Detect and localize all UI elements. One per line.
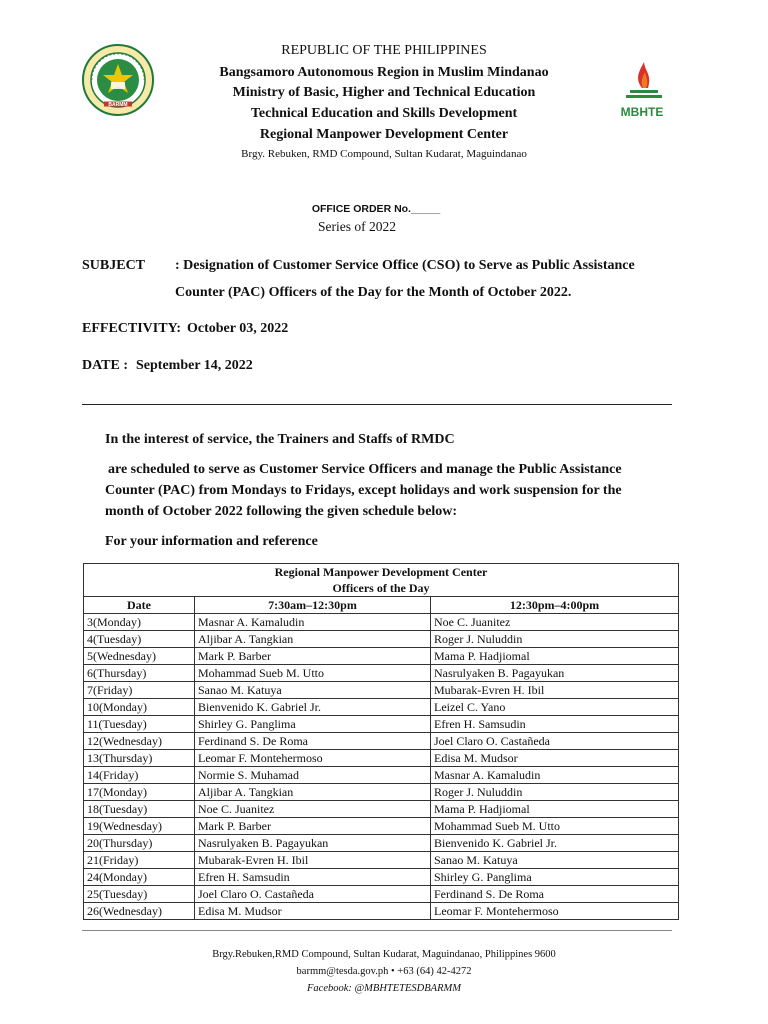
header-center: Regional Manpower Development Center: [259, 127, 509, 142]
morning-officer-cell: Mark P. Barber: [195, 818, 431, 835]
subject-text-line2: Counter (PAC) Officers of the Day for the Month of October 2022.: [175, 285, 572, 300]
afternoon-officer-cell: Roger J. Nuluddin: [431, 784, 679, 801]
afternoon-officer-cell: Efren H. Samsudin: [431, 716, 679, 733]
morning-officer-cell: Sanao M. Katuya: [195, 682, 431, 699]
afternoon-officer-cell: Sanao M. Katuya: [431, 852, 679, 869]
date-cell: 6(Thursday): [84, 665, 195, 682]
date-value: September 14, 2022: [136, 358, 253, 373]
seal-text: BARMM: [108, 102, 128, 108]
table-subtitle: Officers of the Day: [84, 580, 679, 597]
table-row: [84, 716, 679, 733]
afternoon-officer-cell: Edisa M. Mudsor: [431, 750, 679, 767]
afternoon-officer-cell: Mama P. Hadjiomal: [431, 801, 679, 818]
subject-text-line1: : Designation of Customer Service Office (CSO) to Serve as Public Assistance: [175, 258, 635, 273]
table-row: [84, 835, 679, 852]
afternoon-officer-cell: Shirley G. Panglima: [431, 869, 679, 886]
morning-officer-cell: Efren H. Samsudin: [195, 869, 431, 886]
header-region: Bangsamoro Autonomous Region in Muslim Mindanao: [219, 65, 549, 80]
afternoon-officer-cell: Masnar A. Kamaludin: [431, 767, 679, 784]
morning-officer-cell: Ferdinand S. De Roma: [195, 733, 431, 750]
header-tesd: Technical Education and Skills Development: [250, 106, 518, 121]
body-paragraph-2-line2: Counter (PAC) from Mondays to Fridays, except holidays and work suspension for the: [105, 483, 622, 498]
morning-officer-cell: Masnar A. Kamaludin: [195, 614, 431, 631]
table-row: [84, 699, 679, 716]
footer-rule: [82, 930, 672, 931]
date-cell: 7(Friday): [84, 682, 195, 699]
morning-officer-cell: Nasrulyaken B. Pagayukan: [195, 835, 431, 852]
date-cell: 4(Tuesday): [84, 631, 195, 648]
table-row: [84, 869, 679, 886]
date-cell: 14(Friday): [84, 767, 195, 784]
col-header-morning: 7:30am–12:30pm: [195, 597, 431, 614]
morning-officer-cell: Normie S. Muhamad: [195, 767, 431, 784]
date-cell: 18(Tuesday): [84, 801, 195, 818]
office-order-number: OFFICE ORDER No._____: [311, 203, 441, 215]
afternoon-officer-cell: Leomar F. Montehermoso: [431, 903, 679, 920]
mbhte-logo: [612, 44, 672, 120]
table-body: [84, 614, 679, 920]
table-row: [84, 903, 679, 920]
date-cell: 21(Friday): [84, 852, 195, 869]
morning-officer-cell: Shirley G. Panglima: [195, 716, 431, 733]
date-cell: 25(Tuesday): [84, 886, 195, 903]
table-row: [84, 784, 679, 801]
body-paragraph-2-line1: are scheduled to serve as Customer Service Officers and manage the Public Assistance: [108, 462, 622, 477]
effectivity-value: October 03, 2022: [187, 321, 289, 336]
afternoon-officer-cell: Ferdinand S. De Roma: [431, 886, 679, 903]
table-row: [84, 614, 679, 631]
table-title: Regional Manpower Development Center: [84, 564, 679, 581]
header-ministry: Ministry of Basic, Higher and Technical Education: [232, 85, 536, 100]
table-row: [84, 818, 679, 835]
date-cell: 17(Monday): [84, 784, 195, 801]
body-paragraph-1: In the interest of service, the Trainers and Staffs of RMDC: [105, 432, 455, 447]
table-row: [84, 682, 679, 699]
date-cell: 13(Thursday): [84, 750, 195, 767]
table-row: [84, 852, 679, 869]
header-address: Brgy. Rebuken, RMD Compound, Sultan Kudarat, Maguindanao: [241, 148, 527, 160]
afternoon-officer-cell: Roger J. Nuluddin: [431, 631, 679, 648]
footer-facebook: Facebook: @MBHTETESDBARMM: [307, 983, 461, 994]
afternoon-officer-cell: Nasrulyaken B. Pagayukan: [431, 665, 679, 682]
date-cell: 3(Monday): [84, 614, 195, 631]
date-label: DATE :: [82, 358, 129, 373]
morning-officer-cell: Aljibar A. Tangkian: [195, 784, 431, 801]
footer-address: Brgy.Rebuken,RMD Compound, Sultan Kudarat, Maguindanao, Philippines 9600: [212, 949, 556, 960]
date-cell: 5(Wednesday): [84, 648, 195, 665]
date-cell: 10(Monday): [84, 699, 195, 716]
table-row: [84, 886, 679, 903]
mbhte-logo-text: MBHTE: [620, 105, 664, 119]
afternoon-officer-cell: Leizel C. Yano: [431, 699, 679, 716]
body-paragraph-3: For your information and reference: [105, 534, 318, 549]
table-row: [84, 648, 679, 665]
date-cell: 11(Tuesday): [84, 716, 195, 733]
col-header-afternoon: 12:30pm–4:00pm: [431, 597, 679, 614]
table-row: [84, 631, 679, 648]
date-cell: 20(Thursday): [84, 835, 195, 852]
separator-line: [82, 404, 672, 405]
morning-officer-cell: Bienvenido K. Gabriel Jr.: [195, 699, 431, 716]
afternoon-officer-cell: Bienvenido K. Gabriel Jr.: [431, 835, 679, 852]
date-cell: 26(Wednesday): [84, 903, 195, 920]
table-row: [84, 750, 679, 767]
officers-schedule-table: [83, 563, 679, 920]
morning-officer-cell: Edisa M. Mudsor: [195, 903, 431, 920]
table-row: [84, 767, 679, 784]
morning-officer-cell: Mubarak-Evren H. Ibil: [195, 852, 431, 869]
footer-contact: barmm@tesda.gov.ph • +63 (64) 42-4272: [296, 966, 472, 977]
afternoon-officer-cell: Mubarak-Evren H. Ibil: [431, 682, 679, 699]
table-row: [84, 801, 679, 818]
date-cell: 12(Wednesday): [84, 733, 195, 750]
col-header-date: Date: [84, 597, 195, 614]
morning-officer-cell: Joel Claro O. Castañeda: [195, 886, 431, 903]
order-series: Series of 2022: [318, 219, 396, 234]
table-row: [84, 733, 679, 750]
header-republic: REPUBLIC OF THE PHILIPPINES: [281, 43, 487, 58]
afternoon-officer-cell: Noe C. Juanitez: [431, 614, 679, 631]
subject-label: SUBJECT: [82, 258, 146, 273]
effectivity-label: EFFECTIVITY:: [82, 321, 182, 336]
morning-officer-cell: Leomar F. Montehermoso: [195, 750, 431, 767]
afternoon-officer-cell: Mohammad Sueb M. Utto: [431, 818, 679, 835]
date-cell: 24(Monday): [84, 869, 195, 886]
table-row: [84, 665, 679, 682]
morning-officer-cell: Mark P. Barber: [195, 648, 431, 665]
afternoon-officer-cell: Joel Claro O. Castañeda: [431, 733, 679, 750]
date-cell: 19(Wednesday): [84, 818, 195, 835]
morning-officer-cell: Aljibar A. Tangkian: [195, 631, 431, 648]
afternoon-officer-cell: Mama P. Hadjiomal: [431, 648, 679, 665]
morning-officer-cell: Noe C. Juanitez: [195, 801, 431, 818]
morning-officer-cell: Mohammad Sueb M. Utto: [195, 665, 431, 682]
body-paragraph-2-line3: month of October 2022 following the given schedule below:: [105, 504, 458, 519]
